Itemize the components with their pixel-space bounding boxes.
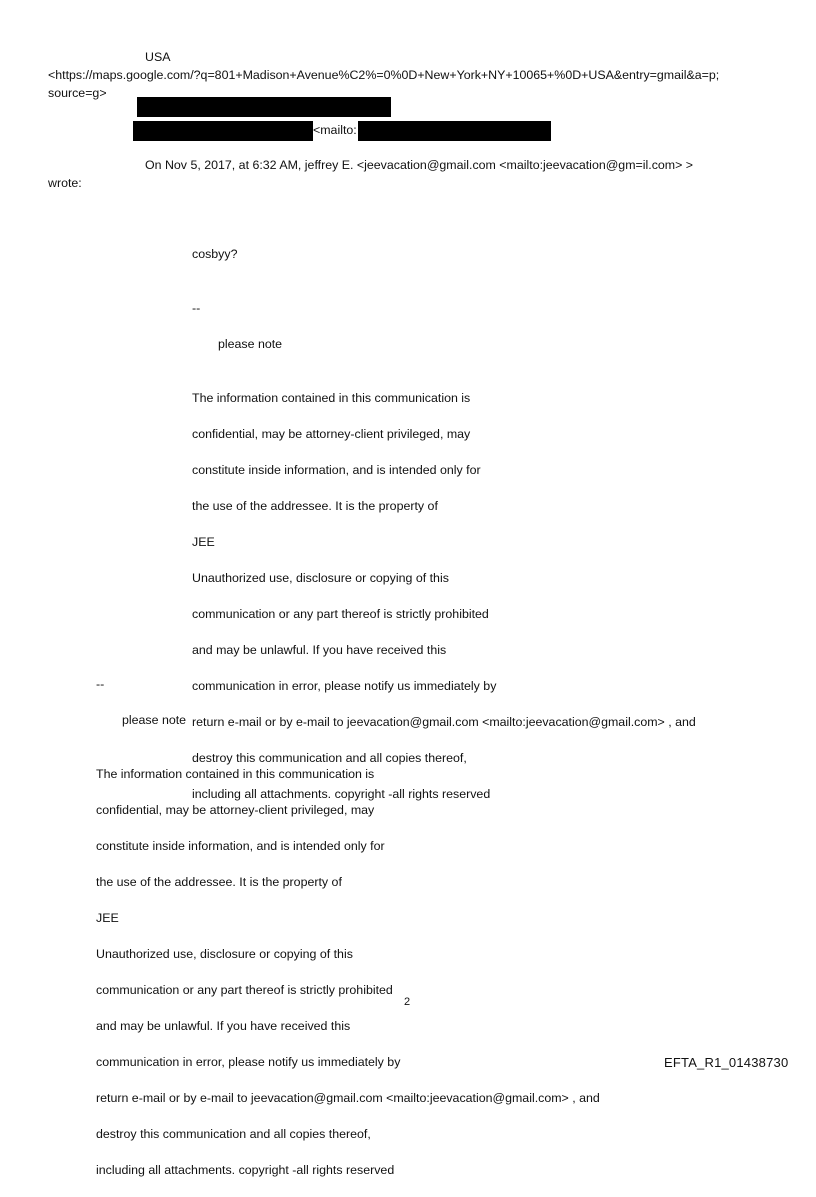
notice-line: constitute inside information, and is intended only for xyxy=(96,839,385,853)
quote-header-line: On Nov 5, 2017, at 6:32 AM, jeffrey E. <jeevacation@gmail.com <mailto:jeevacation@gm=il.com> > xyxy=(145,158,694,172)
notice-line: communication or any part thereof is strictly prohibited xyxy=(96,983,393,997)
document-id: EFTA_R1_01438730 xyxy=(664,1055,789,1070)
notice-line: communication or any part thereof is strictly prohibited xyxy=(192,607,489,621)
notice-line: Unauthorized use, disclosure or copying of this xyxy=(96,947,353,961)
notice-line: constitute inside information, and is intended only for xyxy=(192,463,481,477)
please-note-heading: please note xyxy=(122,713,187,727)
page-number: 2 xyxy=(404,996,411,1008)
notice-line: confidential, may be attorney-client privileged, may xyxy=(192,427,471,441)
maps-link: <https://maps.google.com/?q=801+Madison+Avenue%C2%=0%0D+New+York+NY+10065+%0D+USA&entry=gmail&a=p; xyxy=(48,68,720,82)
notice-line: Unauthorized use, disclosure or copying of this xyxy=(192,571,449,585)
notice-line: the use of the addressee. It is the property of xyxy=(96,875,342,889)
redaction-box xyxy=(137,97,391,117)
notice-line: JEE xyxy=(96,911,119,925)
notice-line: the use of the addressee. It is the property of xyxy=(192,499,438,513)
notice-line: communication in error, please notify us immediately by xyxy=(96,1055,401,1069)
notice-line: and may be unlawful. If you have received this xyxy=(96,1019,351,1033)
notice-line: including all attachments. copyright -all rights reserved xyxy=(192,787,491,801)
notice-line: The information contained in this communication is xyxy=(192,391,471,405)
quote-header-wrote: wrote: xyxy=(48,176,82,190)
notice-line: return e-mail or by e-mail to jeevacation@gmail.com <mailto:jeevacation@gmail.com> , and xyxy=(96,1091,600,1105)
confidentiality-notice xyxy=(96,747,600,1197)
notice-line: communication in error, please notify us immediately by xyxy=(192,679,497,693)
please-note-heading: please note xyxy=(218,337,283,351)
notice-line: destroy this communication and all copies thereof, xyxy=(192,751,467,765)
notice-line: destroy this communication and all copies thereof, xyxy=(96,1127,371,1141)
redaction-box xyxy=(133,121,313,141)
notice-line: return e-mail or by e-mail to jeevacation@gmail.com <mailto:jeevacation@gmail.com> , and xyxy=(192,715,696,729)
notice-line: confidential, may be attorney-client privileged, may xyxy=(96,803,375,817)
mailto-fragment: <mailto: xyxy=(313,123,357,137)
maps-link-source: source=g> xyxy=(48,86,107,100)
message-body: cosbyy? xyxy=(192,247,238,261)
notice-line: JEE xyxy=(192,535,215,549)
redaction-box xyxy=(358,121,551,141)
signature-separator: -- xyxy=(96,677,105,691)
address-country: USA xyxy=(145,50,171,64)
notice-line: The information contained in this communication is xyxy=(96,767,375,781)
notice-line: and may be unlawful. If you have received this xyxy=(192,643,447,657)
notice-line: including all attachments. copyright -all rights reserved xyxy=(96,1163,395,1177)
signature-separator: -- xyxy=(192,301,201,315)
